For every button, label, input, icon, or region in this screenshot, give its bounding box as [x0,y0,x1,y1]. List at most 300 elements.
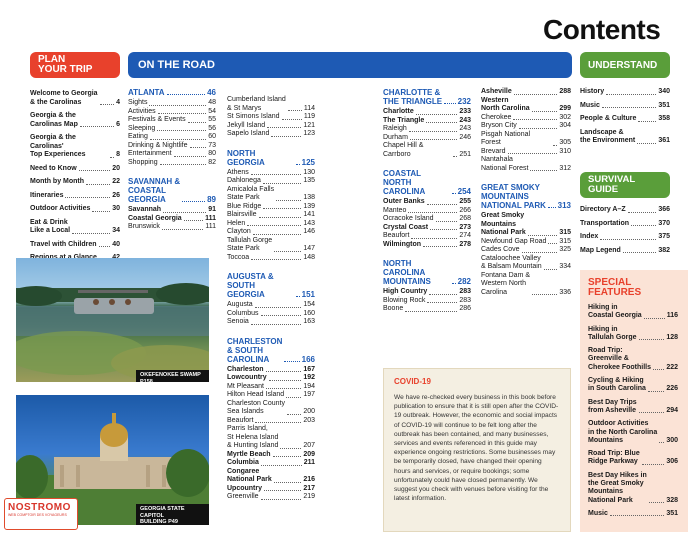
dot-leader [659,442,664,443]
entry-title: Pisgah National Forest [481,130,531,146]
entry-page: 128 [666,333,678,341]
entry-title: Toccoa [227,253,250,261]
entry-title: Index [580,233,599,240]
toc-entry [481,122,571,131]
dot-leader [174,156,207,157]
dot-leader [513,119,557,120]
entry-title: Fontana Dam & Western North Carolina [481,271,531,296]
dot-leader [444,103,456,104]
entry-title: Road Trip: Greenville & Cherokee Foothills [588,347,652,371]
entry-title: Transportation [580,219,630,227]
section-title: SAVANNAH & COASTAL GEORGIA [128,177,181,204]
entry-title: St Simons Island [227,113,280,120]
entry-title: Festivals & Events [128,116,186,123]
entry-page: 288 [559,88,571,95]
entry-title: Brunswick [128,223,160,230]
dot-leader [642,464,665,465]
section-title: AUGUSTA & SOUTH GEORGIA [227,272,274,299]
dot-leader [644,318,665,319]
dot-leader [522,252,558,253]
special-feature-entry [588,420,678,445]
section-page: 313 [557,201,571,210]
entry-page: 116 [666,312,678,320]
dot-leader [453,156,457,157]
dot-leader [253,234,302,235]
entry-title: Need to Know [30,164,77,172]
entry-page: 163 [303,318,315,325]
toc-entry [481,114,571,123]
entry-page: 197 [303,391,315,398]
toc-entry [227,186,315,203]
section-page: 166 [301,354,315,364]
plan-banner-label: PLAN YOUR TRIP [38,54,93,75]
road-column-2 [227,96,315,502]
special-feature-entry [588,450,678,467]
entry-title: High Country [383,288,428,295]
dot-leader [426,122,457,123]
entry-page: 138 [303,194,315,201]
entry-title: Best Day Hikes in the Great Smoky Mountains National Park [588,471,647,504]
dot-leader [548,207,556,208]
entry-title: Landscape & the Environment [580,128,636,144]
dot-leader [149,105,206,106]
dot-leader [79,170,111,171]
entry-title: Outdoor Activities [30,205,91,212]
special-feature-entry [588,326,678,343]
dot-leader [296,164,300,165]
entry-title: Athens [227,168,249,176]
toc-entry [128,206,216,215]
section-page: 46 [207,88,216,97]
entry-title: Charleston [227,365,264,373]
toc-entry [227,400,315,417]
entry-title: Myrtle Beach [227,450,271,458]
entry-page: 40 [112,240,120,248]
entry-page: 123 [303,130,315,137]
entry-page: 304 [559,122,571,129]
entry-page: 325 [559,246,571,253]
toc-entry [128,108,216,117]
entry-page: 361 [658,137,670,144]
entry-page: 216 [303,476,315,483]
dot-leader [157,130,206,131]
dot-leader [92,211,110,212]
entry-title: Outdoor Activities in the North Carolina Mountains [588,420,658,444]
dot-leader [637,143,656,144]
section-heading [383,259,471,286]
dot-leader [429,294,457,295]
toc-entry [227,366,315,375]
toc-entry [227,374,315,383]
entry-title: Best Day Trips from Asheville [588,398,637,414]
entry-page: 203 [303,416,315,424]
section-page: 125 [301,157,315,167]
dot-leader [251,259,301,260]
entry-page: 148 [303,253,315,261]
entry-title: Music [580,101,600,109]
dot-leader [405,311,457,312]
entry-page: 382 [658,246,670,254]
dot-leader [273,456,302,457]
section-heading [128,88,216,97]
entry-page: 82 [208,158,216,166]
dot-leader [427,204,458,205]
toc-entry [481,88,571,97]
entry-page: 8 [116,151,120,158]
entry-page: 233 [459,108,471,115]
entry-title: Boone [383,305,404,312]
entry-page: 146 [303,228,315,235]
survival-guide-list [580,206,670,260]
road-column-1 [128,88,216,232]
toc-entry [227,203,315,212]
toc-entry [227,383,315,392]
entry-title: Activities [128,107,156,115]
toc-entry [383,224,471,233]
dot-leader [263,208,301,209]
dot-leader [296,296,300,297]
dot-leader [86,184,110,185]
entry-page: 294 [666,406,678,414]
entry-page: 268 [459,215,471,222]
entry-title: Columbus [227,309,259,317]
entry-title: Shopping [128,158,158,166]
understand-entry [580,102,670,111]
entry-title: Hiking in Coastal Georgia [588,304,642,320]
dot-leader [423,246,457,247]
entry-title: Cycling & Hiking in South Carolina [588,377,646,393]
dot-leader [623,252,656,253]
dot-leader [639,339,665,340]
entry-page: 243 [459,116,471,124]
entry-page: 243 [459,125,471,132]
dot-leader [514,94,558,95]
dot-leader [410,139,457,140]
toc-entry [227,459,315,468]
toc-entry [481,246,571,255]
entry-page: 217 [303,484,315,492]
plan-entry [30,90,120,107]
toc-entry [227,485,315,494]
entry-title: Hilton Head Island [227,391,285,398]
section-title: NORTH CAROLINA MOUNTAINS [383,259,431,286]
toc-entry [128,150,216,159]
dot-leader [284,361,299,362]
section-title: NORTH GEORGIA [227,148,265,167]
dot-leader [553,145,557,146]
toc-entry [227,301,315,310]
dot-leader [610,515,664,516]
dot-leader [182,201,205,202]
entry-page: 273 [459,223,471,231]
dot-leader [416,114,458,115]
section-title: CHARLOTTE & THE TRIANGLE [383,88,443,106]
dot-leader [411,238,457,239]
entry-page: 283 [459,296,471,304]
section-title: CHARLESTON & SOUTH CAROLINA [227,336,283,364]
entry-page: 351 [666,509,678,517]
toc-entry [227,96,315,113]
toc-entry [128,142,216,151]
entry-title: Charlotte [383,108,414,115]
photo-credit-1 [20,278,24,279]
plan-entry [30,205,120,214]
entry-title: Raleigh [383,125,407,132]
toc-entry [227,254,315,263]
entry-page: 306 [666,458,678,466]
entry-title: Welcome to Georgia & the Carolinas [30,90,98,106]
entry-page: 121 [303,121,315,129]
toc-entry [481,255,571,272]
section-heading [128,177,216,204]
toc-entry [383,241,471,250]
entry-title: Greenville [227,493,259,500]
section-page: 232 [457,97,471,106]
entry-title: Western North Carolina [481,96,530,112]
entry-page: 160 [303,309,315,317]
dot-leader [638,121,656,122]
toc-entry [227,220,315,229]
entry-page: 340 [658,88,670,95]
toc-entry [383,207,471,216]
toc-entry [383,108,471,117]
entry-title: Durham [383,133,408,141]
dot-leader [255,422,301,423]
covid-notice [383,368,571,532]
toc-entry [227,318,315,327]
entry-title: Clayton [227,228,251,235]
dot-leader [247,225,301,226]
entry-page: 139 [303,202,315,210]
entry-page: 111 [205,223,216,230]
dot-leader [653,369,664,370]
entry-page: 358 [658,115,670,122]
entry-page: 147 [303,245,315,252]
entry-title: Augusta [227,301,253,308]
toc-entry [227,169,315,178]
entry-page: 135 [303,177,315,184]
section-heading [227,272,315,299]
dot-leader [100,104,115,105]
entry-page: 55 [208,116,216,123]
toc-entry [227,237,315,254]
dot-leader [65,197,110,198]
dot-leader [288,110,302,111]
entry-page: 351 [658,101,670,109]
section-heading [227,149,315,167]
entry-title: Helen [227,219,246,227]
toc-entry [383,215,471,224]
toc-entry [128,133,216,142]
entry-title: Jekyll Island [227,121,266,129]
dot-leader [110,157,114,158]
entry-title: Travel with Children [30,240,97,248]
toc-entry [383,125,471,134]
entry-title: Crystal Coast [383,223,429,231]
entry-title: Cataloochee Valley & Balsam Mountain [481,254,542,270]
section-page: 151 [301,290,315,299]
entry-title: History [580,88,605,95]
toc-entry [383,117,471,126]
plan-entry [30,241,120,250]
toc-entry [227,391,315,400]
entry-page: 119 [303,113,315,120]
dot-leader [259,217,302,218]
dot-leader [452,283,456,284]
entry-page: 91 [208,206,216,213]
understand-list [580,88,670,151]
entry-title: Ocracoke Island [383,215,434,222]
dot-leader [255,307,302,308]
entry-title: Newfound Gap Road [481,237,547,245]
survival-entry [580,220,670,229]
entry-title: People & Culture [580,115,637,122]
survival-entry [580,247,670,256]
entry-page: 20 [112,164,120,172]
dot-leader [184,220,203,221]
entry-title: Nantahala National Forest [481,156,529,172]
toc-entry [227,451,315,460]
dot-leader [263,183,301,184]
entry-page: 266 [459,206,471,214]
understand-entry [580,88,670,97]
toc-entry [383,134,471,143]
section-page: 89 [207,195,216,204]
entry-title: Itineraries [30,191,64,199]
plan-your-trip-list [30,90,120,268]
section-heading [227,337,315,364]
toc-entry [481,212,571,238]
toc-entry [128,223,216,232]
entry-page: 143 [303,219,315,227]
plan-entry [30,134,120,160]
dot-leader [251,324,302,325]
entry-title: Brevard [481,147,506,155]
dot-leader [190,147,207,148]
entry-title: Beaufort [383,232,410,239]
section-title: COASTAL NORTH CAROLINA [383,169,426,196]
entry-page: 130 [303,168,315,176]
dot-leader [649,502,665,503]
survival-banner-label: SURVIVAL GUIDE [588,174,636,195]
section-title: ATLANTA [128,88,165,97]
dot-leader [267,127,301,128]
entry-title: Mt Pleasant [227,382,264,390]
entry-title: Amicalola Falls State Park [227,185,275,201]
entry-page: 246 [459,133,471,141]
entry-page: 299 [559,105,571,112]
entry-title: Cumberland Island & St Marys [227,96,286,112]
entry-title: Blowing Rock [383,296,426,304]
understand-banner [580,52,670,78]
dot-leader [282,119,302,120]
entry-title: Lowcountry [227,374,267,381]
toc-entry [383,305,471,314]
section-page: 282 [457,277,471,286]
dot-leader [264,490,301,491]
dot-leader [269,380,302,381]
toc-entry [227,130,315,139]
entry-page: 334 [559,263,571,270]
dot-leader [528,235,558,236]
entry-title: Cades Cove [481,246,520,253]
entry-page: 211 [303,459,315,466]
dot-leader [430,229,457,230]
dot-leader [188,122,207,123]
page-title: Contents [543,14,661,45]
toc-entry [227,468,315,485]
section-title: GREAT SMOKY MOUNTAINS NATIONAL PARK [481,183,546,210]
toc-entry [227,113,315,122]
special-feature-entry [588,472,678,505]
entry-title: Blue Ridge [227,202,262,210]
toc-entry [227,211,315,220]
entry-page: 315 [559,237,571,245]
entry-title: Eat & Drink Like a Local [30,218,71,234]
entry-title: Manteo [383,206,407,214]
dot-leader [261,499,302,500]
entry-title: Bryson City [481,122,517,129]
entry-page: 6 [116,120,120,128]
entry-title: Upcountry [227,484,262,492]
toc-entry [481,131,571,148]
dot-leader [600,239,656,240]
toc-entry [128,159,216,168]
entry-page: 370 [658,219,670,227]
toc-entry [481,156,571,173]
section-heading [481,183,571,210]
entry-page: 154 [303,301,315,308]
dot-leader [160,164,207,165]
entry-title: Drinking & Nightlife [128,141,188,149]
entry-title: Georgia & the Carolinas' Top Experiences [30,134,86,158]
on-the-road-banner [128,52,572,78]
entry-page: 209 [303,450,315,458]
entry-page: 22 [112,178,120,185]
entry-page: 286 [459,305,471,312]
entry-page: 194 [303,382,315,390]
dot-leader [544,269,558,270]
entry-title: Sapelo Island [227,130,270,137]
entry-title: Dahlonega [227,177,261,184]
entry-title: Great Smoky Mountains National Park [481,212,526,236]
entry-title: Blairsville [227,211,257,218]
dot-leader [274,251,301,252]
entry-page: 251 [459,150,471,158]
understand-entry [580,115,670,124]
entry-page: 141 [303,211,315,218]
entry-page: 26 [112,191,120,199]
survival-guide-banner [580,172,670,198]
toc-entry [128,99,216,108]
toc-entry [481,272,571,298]
entry-page: 255 [459,198,471,205]
entry-page: 312 [559,164,571,172]
dot-leader [631,225,656,226]
dot-leader [276,200,301,201]
plan-entry [30,112,120,129]
entry-title: Sights [128,99,148,106]
dot-leader [271,136,301,137]
toc-entry [227,417,315,426]
dot-leader [80,126,114,127]
entry-title: Parris Island, St Helena Island & Hunting Island [227,425,279,449]
toc-entry [128,125,216,134]
okefenokee-caption: OKEFENOKEE SWAMP P158 [136,370,209,382]
dot-leader [452,193,456,194]
entry-page: 48 [208,99,216,106]
dot-leader [286,397,301,398]
